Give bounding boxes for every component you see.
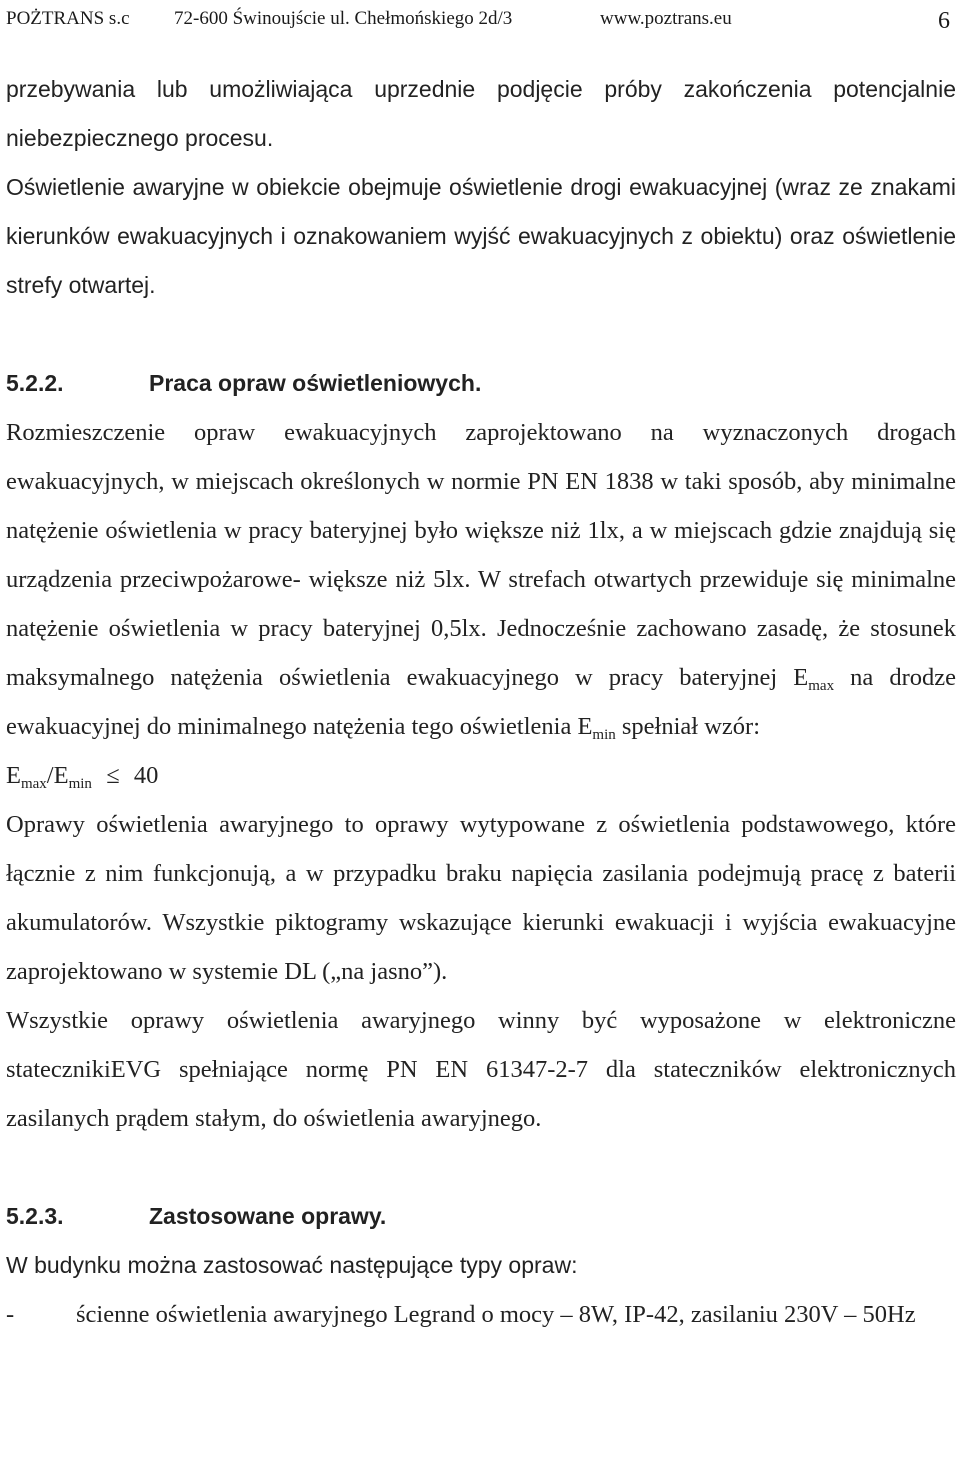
section-title: Praca opraw oświetleniowych. — [149, 370, 482, 396]
list-dash: - — [6, 1301, 15, 1328]
header-address: 72-600 Świnoujście ul. Chełmońskiego 2d/3 — [174, 8, 513, 29]
page-header — [6, 6, 956, 36]
formula-ratio: $E_{max}/E_{min} \le 40$ — [6, 751, 956, 800]
section-number: 5.2.3. — [6, 1203, 64, 1229]
list-item — [6, 1290, 956, 1339]
paragraph-emergency-lighting: Oświetlenie awaryjne w obiekcie obejmuje oświetlenie drogi ewakuacyjnej (wraz ze znakami kierunków ewakuacyjnych i oznakowaniem wyjść ewakuacyjnych z obiektu) oraz oświetlenie strefy otwartej. — [6, 174, 956, 298]
section-heading-5-2-3 — [6, 1192, 956, 1241]
paragraph-luminaire-types-intro: W budynku można zastosować następujące typy opraw: — [6, 1252, 578, 1278]
document-body — [6, 70, 956, 1339]
paragraph-continuation: przebywania lub umożliwiająca uprzednie podjęcie próby zakończenia potencjalnie niebezpiecznego procesu. — [6, 76, 956, 151]
less-or-equal-symbol: ≤ — [106, 762, 120, 789]
header-company: POŻTRANS s.c — [6, 8, 130, 29]
paragraph-emergency-luminaires: Oprawy oświetlenia awaryjnego to oprawy wytypowane z oświetlenia podstawowego, które łącznie z nim funkcjonują, a w przypadku braku napięcia zasilania podejmują pracę z baterii akumulatorów. Wszystkie piktogramy wskazujące kierunki ewakuacji i wyjścia ewakuacyjne zaprojektowano w systemie DL („na jasno”). — [6, 811, 956, 985]
section-heading-5-2-2 — [6, 359, 956, 408]
page-number: 6 — [938, 8, 950, 34]
section-number: 5.2.2. — [6, 370, 64, 396]
list-item-text: ścienne oświetlenia awaryjnego Legrand o mocy – 8W, IP-42, zasilaniu 230V – 50Hz — [76, 1301, 916, 1328]
paragraph-luminaire-placement: Rozmieszczenie opraw ewakuacyjnych zaprojektowano na wyznaczonych drogach ewakuacyjnych, w miejscach określonych w normie PN EN 1838 w taki sposób, aby minimalne natężenie oświetlenia w pracy bateryjnej było większe niż 1lx, a w miejscach gdzie znajdują się urządzenia przeciwpożarowe- większe niż 5lx. W strefach otwartych przewiduje się minimalne natężenie oświetlenia w pracy bateryjnej 0,5lx. Jednocześnie zachowano zasadę, że stosunek maksymalnego natężenia oświetlenia ewakuacyjnego w pracy bateryjnej $E_{max}$ na drodze ewakuacyjnej do minimalnego natężenia tego oświetlenia $E_{min}$ spełniał wzór: — [6, 419, 956, 743]
paragraph-ballasts: Wszystkie oprawy oświetlenia awaryjnego winny być wyposażone w elektroniczne statecznikiEVG spełniające normę PN EN 61347-2-7 dla stateczników elektronicznych zasilanych prądem stałym, do oświetlenia awaryjnego. — [6, 1007, 956, 1132]
section-title: Zastosowane oprawy. — [149, 1203, 387, 1229]
header-website-link[interactable]: www.poztrans.eu — [600, 8, 732, 29]
